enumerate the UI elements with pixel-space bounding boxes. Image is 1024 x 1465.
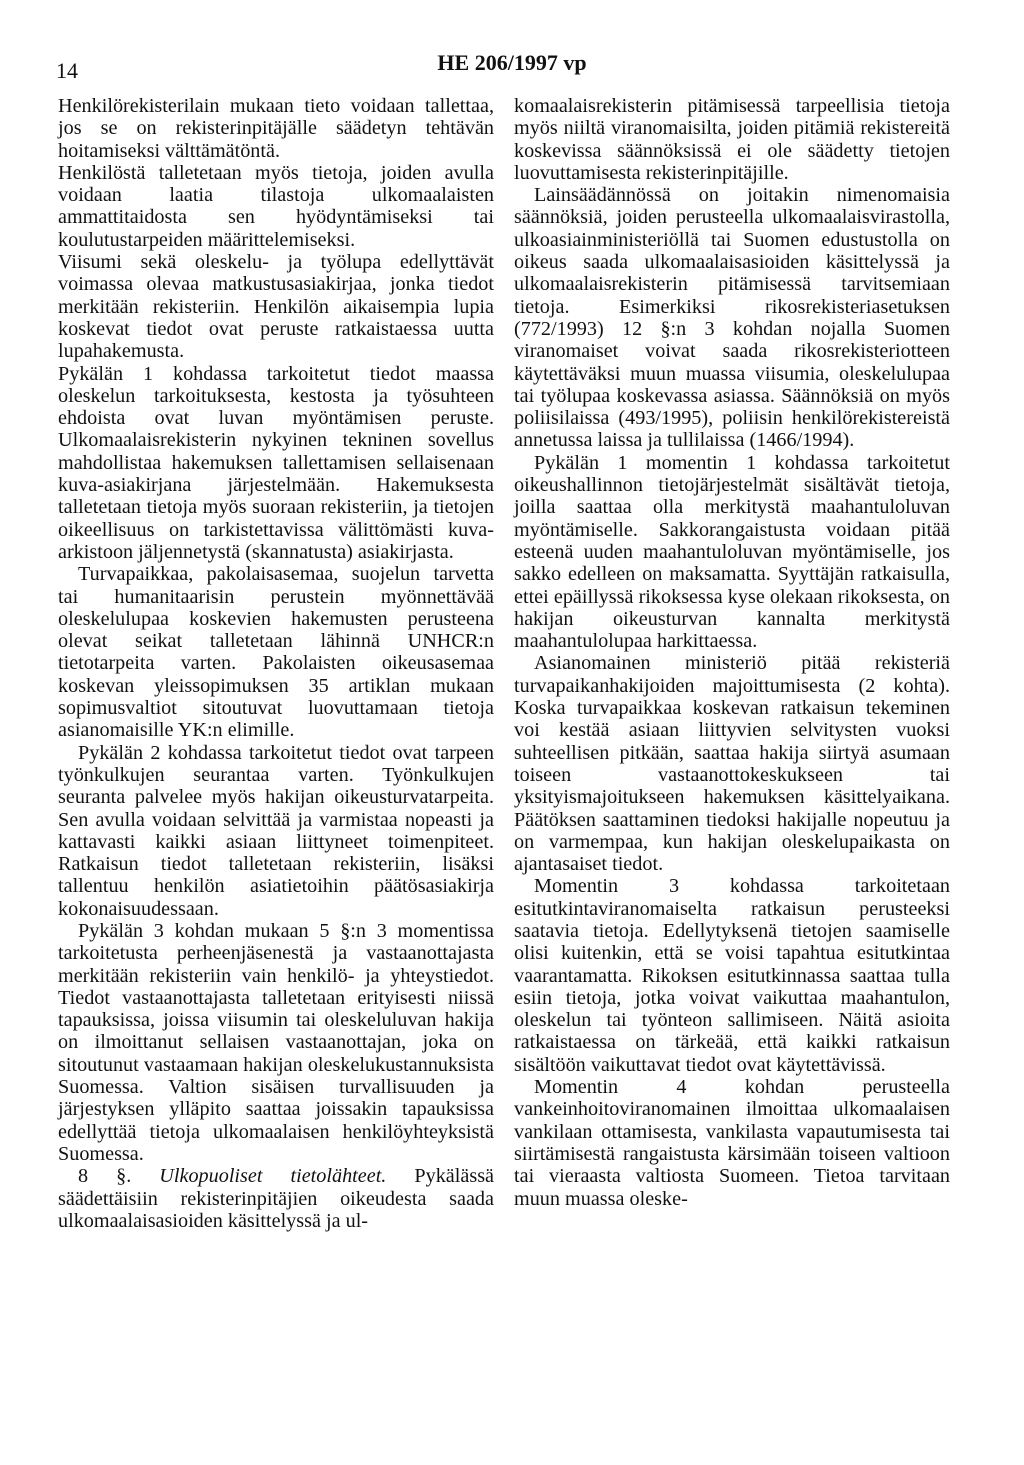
paragraph: Asianomainen ministeriö pitää rekisteriä turvapaikanhakijoiden majoittumisesta (2 kohta). Koska turvapaikkaa koskevan ratkaisun tekeminen voi kestää asiaan liittyvien selvitysten vuoksi suhteellisen pitkään, saattaa hakija siirtyä asumaan toiseen vastaanottokeskukseen tai yksityismajoitukseen hakemuksen käsittelyaikana. Päätöksen saattaminen tiedoksi hakijalle nopeutuu ja on varmempaa, kun hakijan oleskelupaikasta on ajantasaiset tiedot. bbox=[514, 652, 950, 876]
section-text: Pykälässä säädettäisiin rekisterinpitäjien oikeudesta saada ulkomaalaisasioiden käsittelyssä ja ul- bbox=[58, 1165, 495, 1232]
paragraph: Lainsäädännössä on joitakin nimenomaisia säännöksiä, joiden perusteella ulkomaalaisvirastolla, ulkoasiainministeriöllä tai Suomen edustustolla on oikeus saada ulkomaalaisasioiden käsittelyssä ja ulkomaalaisrekisterin pitämisessä tarvitsemiaan tietoja. Esimerkiksi rikosrekisteriasetuksen (772/1993) 12 §:n 3 kohdan nojalla Suomen viranomaiset voivat saada rikosrekisteriotteen käytettäväksi muun muassa viisumia, oleskelulupaa tai työlupaa koskevassa asiassa. Säännöksiä on myös poliisilaissa (493/1995), poliisin henkilörekistereistä annetussa laissa ja tullilaissa (1466/1994). bbox=[514, 184, 950, 452]
left-column bbox=[58, 95, 494, 1232]
section-number: 8 §. bbox=[78, 1165, 132, 1188]
paragraph: Momentin 4 kohdan perusteella vankeinhoitoviranomainen ilmoittaa ulkomaalaisen vankilaan ottamisesta, vankilasta vapautumisesta tai siirtämisestä rangaistusta kärsimään toiseen valtioon tai vieraasta valtiosta Suomeen. Tietoa tarvitaan muun muassa oleske- bbox=[514, 1076, 950, 1210]
paragraph: Henkilöstä talletetaan myös tietoja, joiden avulla voidaan laatia tilastoja ulkomaalaisten ammattitaidosta sen hyödyntämiseksi tai koulutustarpeiden määrittelemiseksi. bbox=[58, 161, 494, 251]
paragraph: Pykälän 2 kohdassa tarkoitetut tiedot ovat tarpeen työnkulkujen seurantaa varten. Työnkulkujen seuranta palvelee myös hakijan oikeusturvatarpeita. Sen avulla voidaan selvittää ja varmistaa nopeasti ja kattavasti kaikki asiaan liittyneet toimenpiteet. Ratkaisun tiedot talletetaan rekisteriin, lisäksi tallentuu henkilön asiatietoihin päätösasiakirja kokonaisuudessaan. bbox=[58, 741, 494, 920]
paragraph-section-8 bbox=[58, 1165, 494, 1232]
paragraph: Pykälän 1 kohdassa tarkoitetut tiedot maassa oleskelun tarkoituksesta, kestosta ja työsuhteen ehdoista ovat luvan myöntämisen peruste. Ulkomaalaisrekisterin nykyinen tekninen sovellus mahdollistaa hakemuksen tallettamisen sellaisenaan kuva-asiakirjana järjestelmään. Hakemuksesta talletetaan tietoja myös suoraan rekisteriin, ja tietojen oikeellisuus on tarkistettavissa välittömästi kuva-arkistoon jäljennetystä (skannatusta) asiakirjasta. bbox=[58, 362, 494, 563]
paragraph: Momentin 3 kohdassa tarkoitetaan esitutkintaviranomaiselta ratkaisun perusteeksi saatavia tietoja. Edellytyksenä tietojen saamiselle olisi kuitenkin, että se voisi tapahtua esitutkintaa vaarantamatta. Rikoksen esitutkinnassa saattaa tulla esiin tietoja, jotka voivat vaikuttaa maahantulon, oleskelun tai työnteon sallimiseen. Näitä asioita ratkaistaessa on tärkeää, että kaikki ratkaisun sisältöön vaikuttavat tiedot ovat käytettävissä. bbox=[514, 875, 950, 1076]
right-column bbox=[514, 95, 950, 1210]
page-number: 14 bbox=[56, 58, 78, 83]
paragraph: komaalaisrekisterin pitämisessä tarpeellisia tietoja myös niiltä viranomaisilta, joiden pitämiä rekistereitä koskevissa säännöksissä ei ole säädetty tietojen luovuttamisesta rekisterinpitäjille. bbox=[514, 95, 950, 184]
document-id: HE 206/1997 vp bbox=[437, 50, 587, 75]
paragraph: Henkilörekisterilain mukaan tieto voidaan tallettaa, jos se on rekisterinpitäjälle säädetyn tehtävän hoitamiseksi välttämätöntä. bbox=[58, 95, 494, 162]
paragraph: Pykälän 3 kohdan mukaan 5 §:n 3 momentissa tarkoitetusta perheenjäsenestä ja vastaanottajasta merkitään rekisteriin vain henkilö- ja yhteystiedot. Tiedot vastaanottajasta talletetaan erityisesti niissä tapauksissa, joissa viisumin tai oleskeluluvan hakija on ilmoittanut sellaisen vastaanottajan, joka on sitoutunut vastaamaan hakijan oleskelukustannuksista Suomessa. Valtion sisäisen turvallisuuden ja järjestyksen ylläpito saattaa joissakin tapauksissa edellyttää tietoja ulkomaalaisen henkilöyhteyksistä Suomessa. bbox=[58, 919, 494, 1165]
section-heading: Ulkopuoliset tietolähteet. bbox=[159, 1165, 387, 1188]
paragraph: Pykälän 1 momentin 1 kohdassa tarkoitetut oikeushallinnon tietojärjestelmät sisältävät tietoja, joilla saattaa olla merkitystä maahantuloluvan myöntämiselle. Sakkorangaistusta voidaan pitää esteenä uuden maahantuloluvan myöntämiselle, jos sakko edelleen on maksamatta. Syyttäjän ratkaisulla, ettei epäillyssä rikoksessa kyse olekaan rikoksesta, on hakijan oikeusturvan kannalta merkitystä maahantulolupaa harkittaessa. bbox=[514, 451, 950, 653]
paragraph: Turvapaikkaa, pakolaisasemaa, suojelun tarvetta tai humanitaarisin perustein myönnettävää oleskelulupaa koskevien hakemusten perusteena olevat seikat talletetaan lähinnä UNHCR:n tietotarpeita varten. Pakolaisten oikeusasemaa koskevan yleissopimuksen 35 artiklan mukaan sopimusvaltiot sitoutuvat luovuttamaan tietoja asianomaisille YK:n elimille. bbox=[58, 563, 494, 742]
paragraph: Viisumi sekä oleskelu- ja työlupa edellyttävät voimassa olevaa matkustusasiakirjaa, jonka tiedot merkitään rekisteriin. Henkilön aikaisempia lupia koskevat tiedot ovat peruste ratkaistaessa uutta lupahakemusta. bbox=[58, 251, 494, 363]
